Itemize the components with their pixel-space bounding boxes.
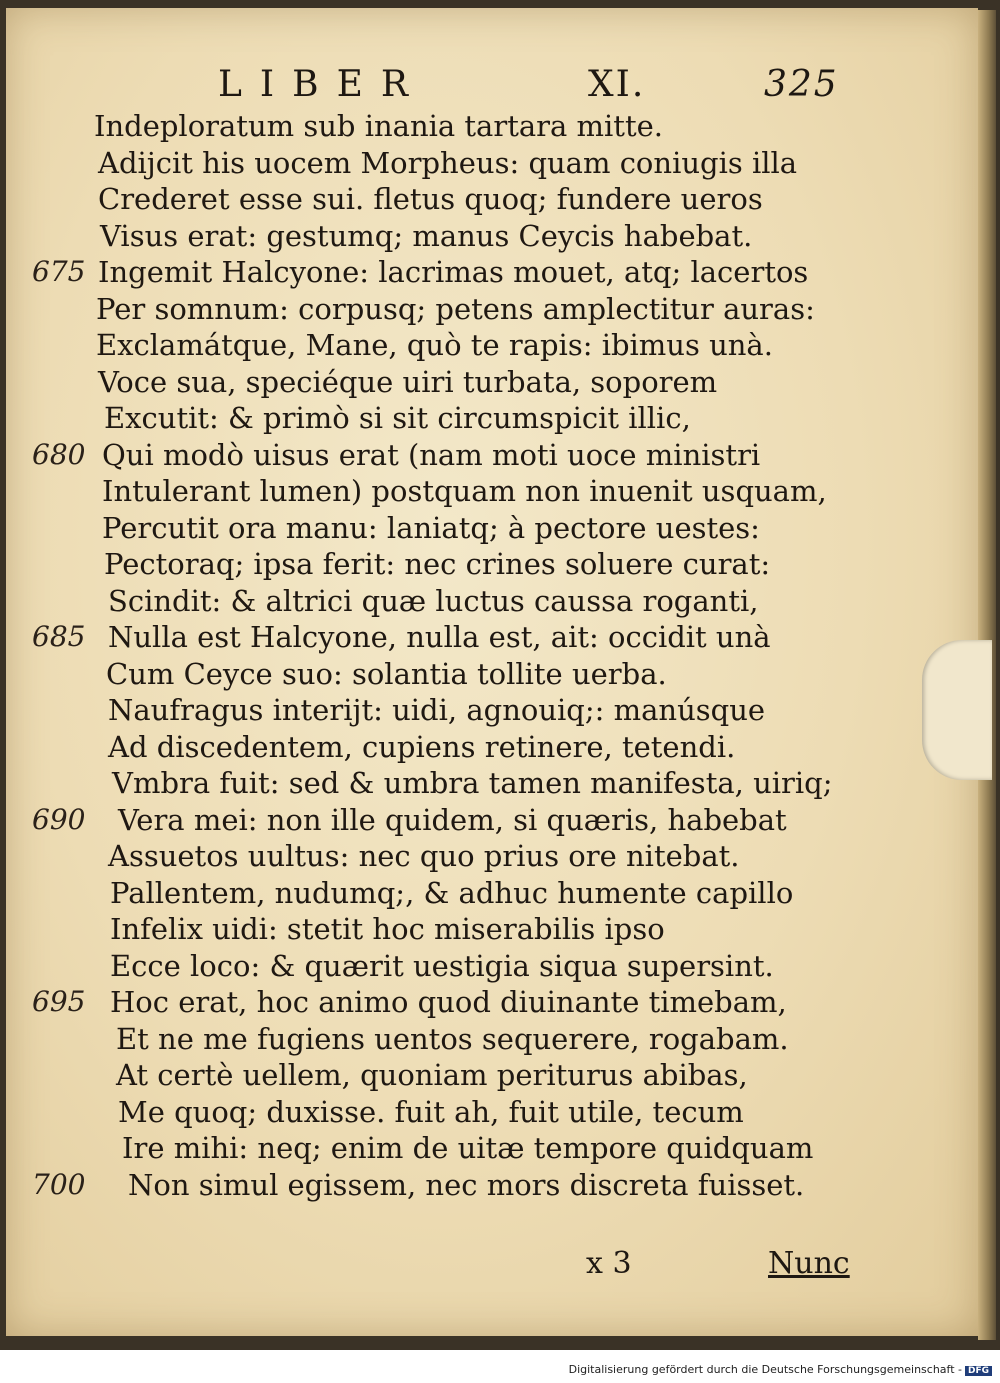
verse-line <box>6 473 978 510</box>
verse-line <box>6 327 978 364</box>
verse-line <box>6 218 978 255</box>
dfg-logo-badge: DFG <box>965 1366 992 1376</box>
verse-line <box>6 181 978 218</box>
verse-text: Ingemit Halcyone: lacrimas mouet, atq; lacertos <box>98 255 809 289</box>
verse-text: Vmbra fuit: sed & umbra tamen manifesta, uiriq; <box>112 766 833 800</box>
verse-line <box>6 1167 978 1204</box>
book-page <box>6 8 978 1336</box>
running-head-book-number: XI. <box>588 64 646 105</box>
verse-text: Adijcit his uocem Morpheus: quam coniugis illa <box>98 145 798 180</box>
verse-line <box>6 802 978 839</box>
verse-line <box>6 765 978 802</box>
verse-line <box>6 108 978 145</box>
verse-text: Ire mihi: neq; enim de uitæ tempore quidquam <box>122 1131 814 1165</box>
verse-text: At certè uellem, quoniam periturus abibas, <box>116 1058 748 1092</box>
verse-line <box>6 1094 978 1131</box>
verse-text: Non simul egissem, nec mors discreta fuisset. <box>128 1167 805 1202</box>
verse-line <box>6 948 978 985</box>
verse-text: Assuetos uultus: nec quo prius ore nitebat. <box>108 839 740 873</box>
verse-text: Percutit ora manu: laniatq; à pectore uestes: <box>102 510 760 545</box>
verse-text: Crederet esse sui. fletus quoq; fundere ueros <box>98 182 763 216</box>
verse-line <box>6 546 978 583</box>
line-number: 680 <box>32 437 86 471</box>
verse-line <box>6 364 978 401</box>
verse-line <box>6 583 978 620</box>
verse-line <box>6 145 978 182</box>
verse-line <box>6 984 978 1021</box>
verse-text: Exclamátque, Mane, quò te rapis: ibimus unà. <box>96 328 773 362</box>
verse-line <box>6 400 978 437</box>
verse-line <box>6 692 978 729</box>
verse-line <box>6 729 978 766</box>
verse-line <box>6 838 978 875</box>
verse-line <box>6 1021 978 1058</box>
verse-text: Ecce loco: & quærit uestigia siqua supersint. <box>110 948 774 983</box>
verse-text: Visus erat: gestumq; manus Ceycis habebat. <box>100 218 753 253</box>
page-footer <box>6 1246 978 1290</box>
verse-line <box>6 656 978 693</box>
verse-text: Pallentem, nudumq;, & adhuc humente capillo <box>110 875 794 910</box>
line-number: 675 <box>32 255 86 288</box>
verse-text: Excutit: & primò si sit circumspicit illic, <box>104 401 691 435</box>
running-head-liber: LIBER <box>218 64 426 105</box>
verse-text: Pectoraq; ipsa ferit: nec crines soluere curat: <box>104 547 771 581</box>
verse-line <box>6 875 978 912</box>
catchword: Nunc <box>768 1246 850 1281</box>
verse-line <box>6 510 978 547</box>
verse-block <box>6 108 978 1203</box>
line-number: 700 <box>32 1167 86 1201</box>
verse-text: Indeploratum sub inania tartara mitte. <box>94 109 663 143</box>
signature-mark: x 3 <box>586 1246 632 1281</box>
line-number: 685 <box>32 620 86 653</box>
verse-text: Ad discedentem, cupiens retinere, tetendi. <box>108 729 736 764</box>
verse-text: Hoc erat, hoc animo quod diuinante timebam, <box>110 985 787 1019</box>
line-number: 695 <box>32 985 86 1018</box>
verse-text: Scindit: & altrici quæ luctus caussa roganti, <box>108 583 759 618</box>
credit-text: Digitalisierung gefördert durch die Deutsche Forschungsgemeinschaft - <box>568 1363 962 1376</box>
verse-text: Naufragus interijt: uidi, agnouiq;: manúsque <box>108 693 766 727</box>
verse-text: Per somnum: corpusq; petens amplectitur auras: <box>96 291 815 326</box>
verse-text: Me quoq; duxisse. fuit ah, fuit utile, tecum <box>118 1094 744 1129</box>
verse-text: Intulerant lumen) postquam non inuenit usquam, <box>102 474 827 508</box>
verse-line <box>6 437 978 474</box>
verse-text: Qui modò uisus erat (nam moti uoce ministri <box>102 437 761 472</box>
verse-text: Nulla est Halcyone, nulla est, ait: occidit unà <box>108 620 771 654</box>
page-number: 325 <box>764 64 839 105</box>
digitization-credit <box>569 1363 992 1376</box>
verse-line <box>6 619 978 656</box>
verse-line <box>6 1057 978 1094</box>
verse-text: Voce sua, speciéque uiri turbata, soporem <box>98 364 718 399</box>
line-number: 690 <box>32 802 86 836</box>
verse-text: Cum Ceyce suo: solantia tollite uerba. <box>106 656 667 691</box>
verse-line <box>6 1130 978 1167</box>
verse-text: Infelix uidi: stetit hoc miserabilis ipso <box>110 912 665 946</box>
page-clip-tab <box>922 640 992 780</box>
verse-text: Et ne me fugiens uentos sequerere, rogabam. <box>116 1021 789 1056</box>
running-head <box>6 64 978 108</box>
verse-line <box>6 911 978 948</box>
verse-line <box>6 254 978 291</box>
verse-line <box>6 291 978 328</box>
verse-text: Vera mei: non ille quidem, si quæris, habebat <box>118 802 787 837</box>
